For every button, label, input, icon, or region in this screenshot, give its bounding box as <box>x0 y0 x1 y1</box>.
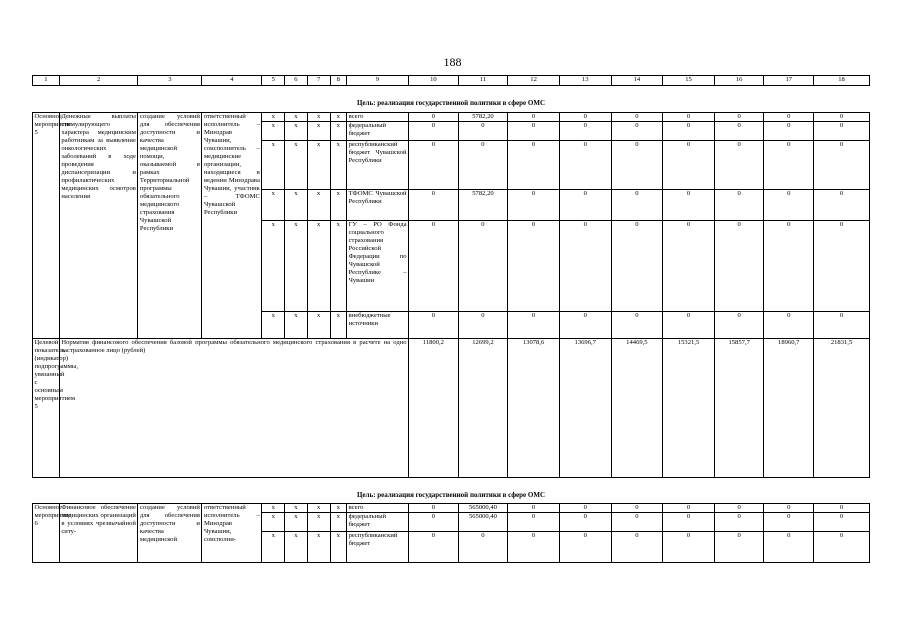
indicator-value: 15321,5 <box>663 338 715 477</box>
indicator-value: 11800,2 <box>409 338 459 477</box>
goal-row <box>33 477 870 504</box>
funding-value: 0 <box>611 121 663 140</box>
goal-row <box>33 86 870 113</box>
x-mark: x <box>262 311 285 338</box>
funding-value: 0 <box>764 220 814 311</box>
funding-value: 0 <box>559 504 611 513</box>
funding-value: 0 <box>663 121 715 140</box>
x-mark: x <box>307 532 330 563</box>
funding-value: 0 <box>663 112 715 121</box>
activity-col4: ответственный исполнитель – Минздрав Чувашии, соисполни- <box>202 504 262 563</box>
funding-value: 0 <box>663 311 715 338</box>
funding-value: 0 <box>764 121 814 140</box>
activity-col4: ответственный исполнитель – Минздрав Чувашии, соисполнитель – медицинские организации, находящиеся в ведении Минздрава Чувашии, участник – ТФОМС Чувашской Республики <box>202 112 262 338</box>
funding-value: 0 <box>458 311 508 338</box>
indicator-text: Норматив финансового обеспечения базовой программы обязательного медицинского страхования в расчете на одно застрахованное лицо (рублей) <box>59 338 408 477</box>
goal-text: Цель: реализация государственной политики в сфере ОМС <box>33 477 870 504</box>
funding-value: 0 <box>409 112 459 121</box>
column-number: 1 <box>33 76 60 86</box>
program-table <box>32 75 870 563</box>
x-mark: x <box>330 189 347 220</box>
x-mark: x <box>330 532 347 563</box>
indicator-value: 21831,5 <box>814 338 870 477</box>
column-number: 16 <box>714 76 764 86</box>
funding-value: 0 <box>764 311 814 338</box>
x-mark: x <box>285 189 308 220</box>
funding-source: ГУ – РО Фонда социального страхования Российской Федерации по Чувашской Республике – Чувашии <box>347 220 409 311</box>
funding-source: ТФОМС Чувашской Республики <box>347 189 409 220</box>
funding-value: 0 <box>814 311 870 338</box>
x-mark: x <box>262 189 285 220</box>
funding-value: 0 <box>409 504 459 513</box>
funding-value: 0 <box>559 513 611 532</box>
indicator-value: 15857,7 <box>714 338 764 477</box>
page-number: 188 <box>443 55 462 69</box>
x-mark: x <box>330 504 347 513</box>
funding-source: внебюджетные источники <box>347 311 409 338</box>
funding-value: 0 <box>508 220 560 311</box>
funding-value: 0 <box>611 112 663 121</box>
funding-value: 0 <box>714 532 764 563</box>
column-number: 4 <box>202 76 262 86</box>
funding-value: 0 <box>508 121 560 140</box>
column-number: 12 <box>508 76 560 86</box>
funding-value: 0 <box>764 532 814 563</box>
funding-value: 0 <box>764 112 814 121</box>
x-mark: x <box>262 532 285 563</box>
funding-value: 0 <box>611 504 663 513</box>
x-mark: x <box>262 504 285 513</box>
funding-source: республиканский бюджет <box>347 532 409 563</box>
funding-value: 0 <box>714 121 764 140</box>
column-number: 13 <box>559 76 611 86</box>
column-number: 10 <box>409 76 459 86</box>
funding-value: 0 <box>714 140 764 189</box>
indicator-value: 13696,7 <box>559 338 611 477</box>
funding-value: 0 <box>814 189 870 220</box>
column-number: 14 <box>611 76 663 86</box>
funding-source: всего <box>347 504 409 513</box>
activity-col2: Денежные выплаты стимулирующего характера медицинским работникам за выявление онкологических заболеваний в ходе проведения диспансеризации и профилактических медицинских осмотров населения <box>59 112 138 338</box>
table-row <box>33 504 870 513</box>
funding-value: 0 <box>714 311 764 338</box>
funding-value: 0 <box>559 220 611 311</box>
funding-value: 0 <box>663 140 715 189</box>
funding-value: 0 <box>764 513 814 532</box>
column-number: 5 <box>262 76 285 86</box>
column-number: 11 <box>458 76 508 86</box>
x-mark: x <box>330 311 347 338</box>
column-number: 6 <box>285 76 308 86</box>
x-mark: x <box>307 140 330 189</box>
funding-value: 0 <box>814 112 870 121</box>
column-number: 18 <box>814 76 870 86</box>
column-number: 17 <box>764 76 814 86</box>
funding-value: 0 <box>663 220 715 311</box>
funding-value: 0 <box>458 532 508 563</box>
funding-value: 0 <box>409 532 459 563</box>
activity-col3: создание условий для обеспечения доступности и качества медицинской помощи, оказываемой в рамках Территориальной программы обязательного медицинского страхования Чувашской Республики <box>138 112 202 338</box>
column-number: 15 <box>663 76 715 86</box>
indicator-label: Целевой показатель (индикатор) подпрограммы, увязанный с основным мероприятием 5 <box>33 338 60 477</box>
activity-col1: Основное мероприятие 6 <box>33 504 60 563</box>
x-mark: x <box>262 121 285 140</box>
funding-value: 0 <box>611 220 663 311</box>
funding-value: 0 <box>508 532 560 563</box>
funding-value: 0 <box>508 189 560 220</box>
x-mark: x <box>330 513 347 532</box>
x-mark: x <box>307 513 330 532</box>
indicator-value: 12699,2 <box>458 338 508 477</box>
funding-value: 0 <box>611 513 663 532</box>
funding-value: 0 <box>508 504 560 513</box>
funding-value: 0 <box>508 513 560 532</box>
activity-col2: Финансовое обеспечение медицинских организаций в условиях чрезвычайной ситу- <box>59 504 138 563</box>
x-mark: x <box>262 513 285 532</box>
x-mark: x <box>285 140 308 189</box>
funding-value: 0 <box>663 189 715 220</box>
funding-value: 0 <box>559 532 611 563</box>
funding-value: 0 <box>409 140 459 189</box>
x-mark: x <box>330 112 347 121</box>
x-mark: x <box>262 220 285 311</box>
x-mark: x <box>330 121 347 140</box>
column-number: 9 <box>347 76 409 86</box>
x-mark: x <box>262 112 285 121</box>
funding-value: 0 <box>559 311 611 338</box>
funding-value: 0 <box>663 513 715 532</box>
x-mark: x <box>307 311 330 338</box>
x-mark: x <box>285 311 308 338</box>
funding-value: 0 <box>611 140 663 189</box>
funding-value: 0 <box>764 189 814 220</box>
funding-source: республиканский бюджет Чувашской Республики <box>347 140 409 189</box>
x-mark: x <box>307 504 330 513</box>
activity-col3: создание условий для обеспечения доступности и качества медицинской <box>138 504 202 563</box>
funding-value: 0 <box>714 513 764 532</box>
funding-value: 0 <box>764 504 814 513</box>
funding-value: 0 <box>508 311 560 338</box>
funding-source: федеральный бюджет <box>347 513 409 532</box>
funding-value: 0 <box>409 121 459 140</box>
funding-value: 0 <box>814 513 870 532</box>
funding-value: 0 <box>714 220 764 311</box>
funding-value: 0 <box>409 189 459 220</box>
x-mark: x <box>330 220 347 311</box>
indicator-value: 18960,7 <box>764 338 814 477</box>
indicator-value: 13078,6 <box>508 338 560 477</box>
funding-value: 0 <box>458 220 508 311</box>
funding-value: 0 <box>409 220 459 311</box>
funding-value: 0 <box>814 532 870 563</box>
funding-value: 0 <box>714 112 764 121</box>
column-number: 3 <box>138 76 202 86</box>
x-mark: x <box>307 112 330 121</box>
funding-value: 0 <box>559 112 611 121</box>
funding-value: 0 <box>611 311 663 338</box>
funding-value: 0 <box>611 532 663 563</box>
x-mark: x <box>285 112 308 121</box>
x-mark: x <box>307 189 330 220</box>
funding-value: 0 <box>508 140 560 189</box>
funding-value: 0 <box>409 513 459 532</box>
column-number: 2 <box>59 76 138 86</box>
funding-value: 0 <box>663 532 715 563</box>
x-mark: x <box>307 220 330 311</box>
funding-value: 0 <box>458 140 508 189</box>
funding-value: 0 <box>814 140 870 189</box>
x-mark: x <box>285 220 308 311</box>
x-mark: x <box>262 140 285 189</box>
x-mark: x <box>285 532 308 563</box>
goal-text: Цель: реализация государственной политики в сфере ОМС <box>33 86 870 113</box>
indicator-value: 14469,5 <box>611 338 663 477</box>
funding-value: 0 <box>409 311 459 338</box>
funding-value: 0 <box>714 189 764 220</box>
x-mark: x <box>285 121 308 140</box>
funding-value: 0 <box>611 189 663 220</box>
funding-value: 0 <box>714 504 764 513</box>
funding-value: 0 <box>559 189 611 220</box>
funding-value: 0 <box>663 504 715 513</box>
funding-value: 5782,20 <box>458 112 508 121</box>
x-mark: x <box>285 513 308 532</box>
funding-value: 0 <box>508 112 560 121</box>
column-number: 8 <box>330 76 347 86</box>
funding-value: 0 <box>814 121 870 140</box>
x-mark: x <box>330 140 347 189</box>
funding-value: 0 <box>559 121 611 140</box>
activity-col1: Основное мероприятие 5 <box>33 112 60 338</box>
funding-source: всего <box>347 112 409 121</box>
funding-value: 0 <box>814 504 870 513</box>
funding-value: 565000,40 <box>458 513 508 532</box>
x-mark: x <box>307 121 330 140</box>
column-number: 7 <box>307 76 330 86</box>
table-row <box>33 112 870 121</box>
funding-value: 0 <box>814 220 870 311</box>
funding-value: 0 <box>764 140 814 189</box>
funding-value: 0 <box>458 121 508 140</box>
funding-value: 565000,40 <box>458 504 508 513</box>
funding-value: 5782,20 <box>458 189 508 220</box>
indicator-row <box>33 338 870 477</box>
funding-value: 0 <box>559 140 611 189</box>
funding-source: федеральный бюджет <box>347 121 409 140</box>
x-mark: x <box>285 504 308 513</box>
header-row <box>33 76 870 86</box>
